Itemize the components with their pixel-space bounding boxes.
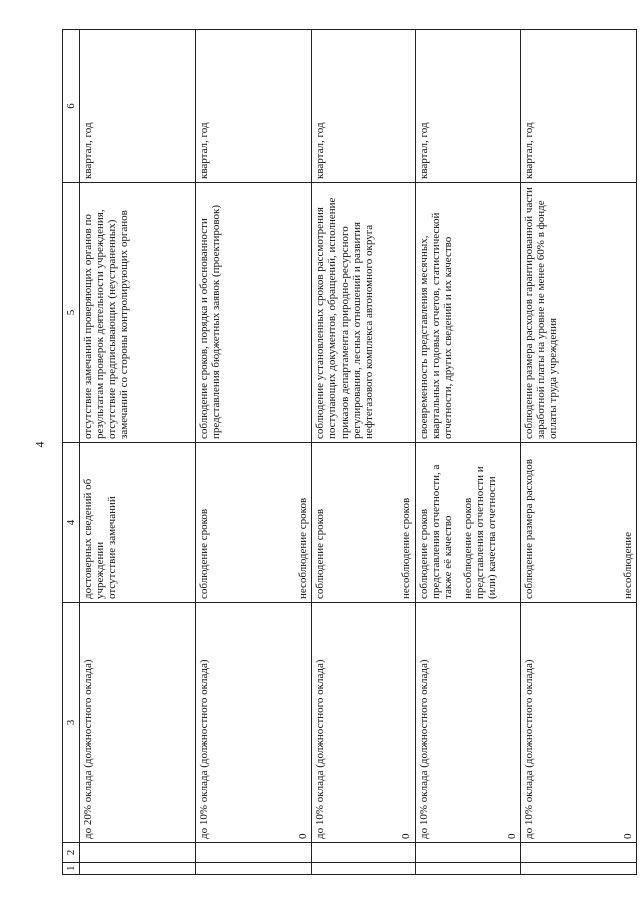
indicator-cell <box>80 443 196 603</box>
indicator-cell <box>312 443 415 603</box>
table-row <box>196 30 312 875</box>
payment-zero-text: 0 <box>505 833 518 839</box>
table-row <box>312 30 415 875</box>
table-row <box>80 30 196 875</box>
payment-size-cell <box>415 603 520 843</box>
period-cell: квартал, год <box>196 30 312 183</box>
indicator-negative-text: несоблюдение сроков представления отчетности и (или) качества отчетности <box>461 466 498 599</box>
cell-col2 <box>312 843 415 863</box>
criteria-cell: соблюдение сроков, порядка и обоснованности представления бюджетных заявок (проектировок) <box>196 183 312 443</box>
payment-size-text: до 10% оклада (должностного оклада) <box>198 659 211 839</box>
criteria-table <box>62 29 637 875</box>
table-header-row <box>63 30 80 875</box>
period-cell: квартал, год <box>80 30 196 183</box>
payment-size-text: до 10% оклада (должностного оклада) <box>417 659 430 839</box>
cell-col2 <box>196 843 312 863</box>
table-row <box>520 30 636 875</box>
cell-col1 <box>80 863 196 875</box>
criteria-cell: соблюдение установленных сроков рассмотрения поступающих документов, обращений, исполнение приказов департамента природно-ресурсного регулирования, лесных отношений и развития нефтегазового комплекса автономного округа <box>312 183 415 443</box>
column-header-5: 5 <box>63 183 80 443</box>
payment-size-cell <box>312 603 415 843</box>
payment-size-cell <box>520 603 636 843</box>
indicator-positive-text: соблюдение сроков <box>198 508 211 599</box>
payment-size-cell <box>80 603 196 843</box>
payment-size-text: до 10% оклада (должностного оклада) <box>522 659 535 839</box>
table-container <box>62 30 637 875</box>
cell-col2 <box>80 843 196 863</box>
payment-size-cell <box>196 603 312 843</box>
column-header-2: 2 <box>63 843 80 863</box>
indicator-continued-text: достоверных сведений об учреждении <box>82 478 107 599</box>
cell-col2 <box>520 843 636 863</box>
cell-col2 <box>415 843 520 863</box>
indicator-negative-text: несоблюдение сроков <box>297 497 310 599</box>
cell-col1 <box>312 863 415 875</box>
column-header-6: 6 <box>63 30 80 183</box>
cell-col1 <box>415 863 520 875</box>
indicator-positive-text: соблюдение сроков <box>314 508 327 599</box>
period-cell: квартал, год <box>415 30 520 183</box>
indicator-negative-text: несоблюдение сроков <box>400 497 413 599</box>
indicator-cell <box>196 443 312 603</box>
payment-size-text: до 10% оклада (должностного оклада) <box>314 659 327 839</box>
indicator-negative-text: несоблюдение <box>621 531 634 599</box>
indicator-cell <box>415 443 520 603</box>
payment-zero-text: 0 <box>621 833 634 839</box>
indicator-positive-text: соблюдение сроков представления отчетности, а также её качество <box>417 464 454 599</box>
cell-col1 <box>196 863 312 875</box>
cell-col1 <box>520 863 636 875</box>
column-header-3: 3 <box>63 603 80 843</box>
payment-size-text: до 20% оклада (должностного оклада) <box>82 659 95 839</box>
table-row <box>415 30 520 875</box>
criteria-cell: соблюдение размера расходов гарантированной части заработной платы на уровне не менее 60% в фонде оплаты труда учреждения <box>520 183 636 443</box>
period-cell: квартал, год <box>520 30 636 183</box>
indicator-cell <box>520 443 636 603</box>
criteria-cell: отсутствие замечаний проверяющих органов по результатам проверок деятельности учреждения, отсутствие предписывающих (неустраненных) замечаний со стороны контролирующих органов <box>80 183 196 443</box>
criteria-cell: своевременность представления месячных, квартальных и годовых отчетов, статистической отчетности, других сведений и их качество <box>415 183 520 443</box>
indicator-positive-text: соблюдение размера расходов <box>522 459 535 599</box>
indicator-text: отсутствие замечаний <box>106 496 119 599</box>
period-cell: квартал, год <box>312 30 415 183</box>
column-header-4: 4 <box>63 443 80 603</box>
payment-zero-text: 0 <box>297 833 310 839</box>
page-number: 4 <box>32 441 47 448</box>
payment-zero-text: 0 <box>400 833 413 839</box>
column-header-1: 1 <box>63 863 80 875</box>
